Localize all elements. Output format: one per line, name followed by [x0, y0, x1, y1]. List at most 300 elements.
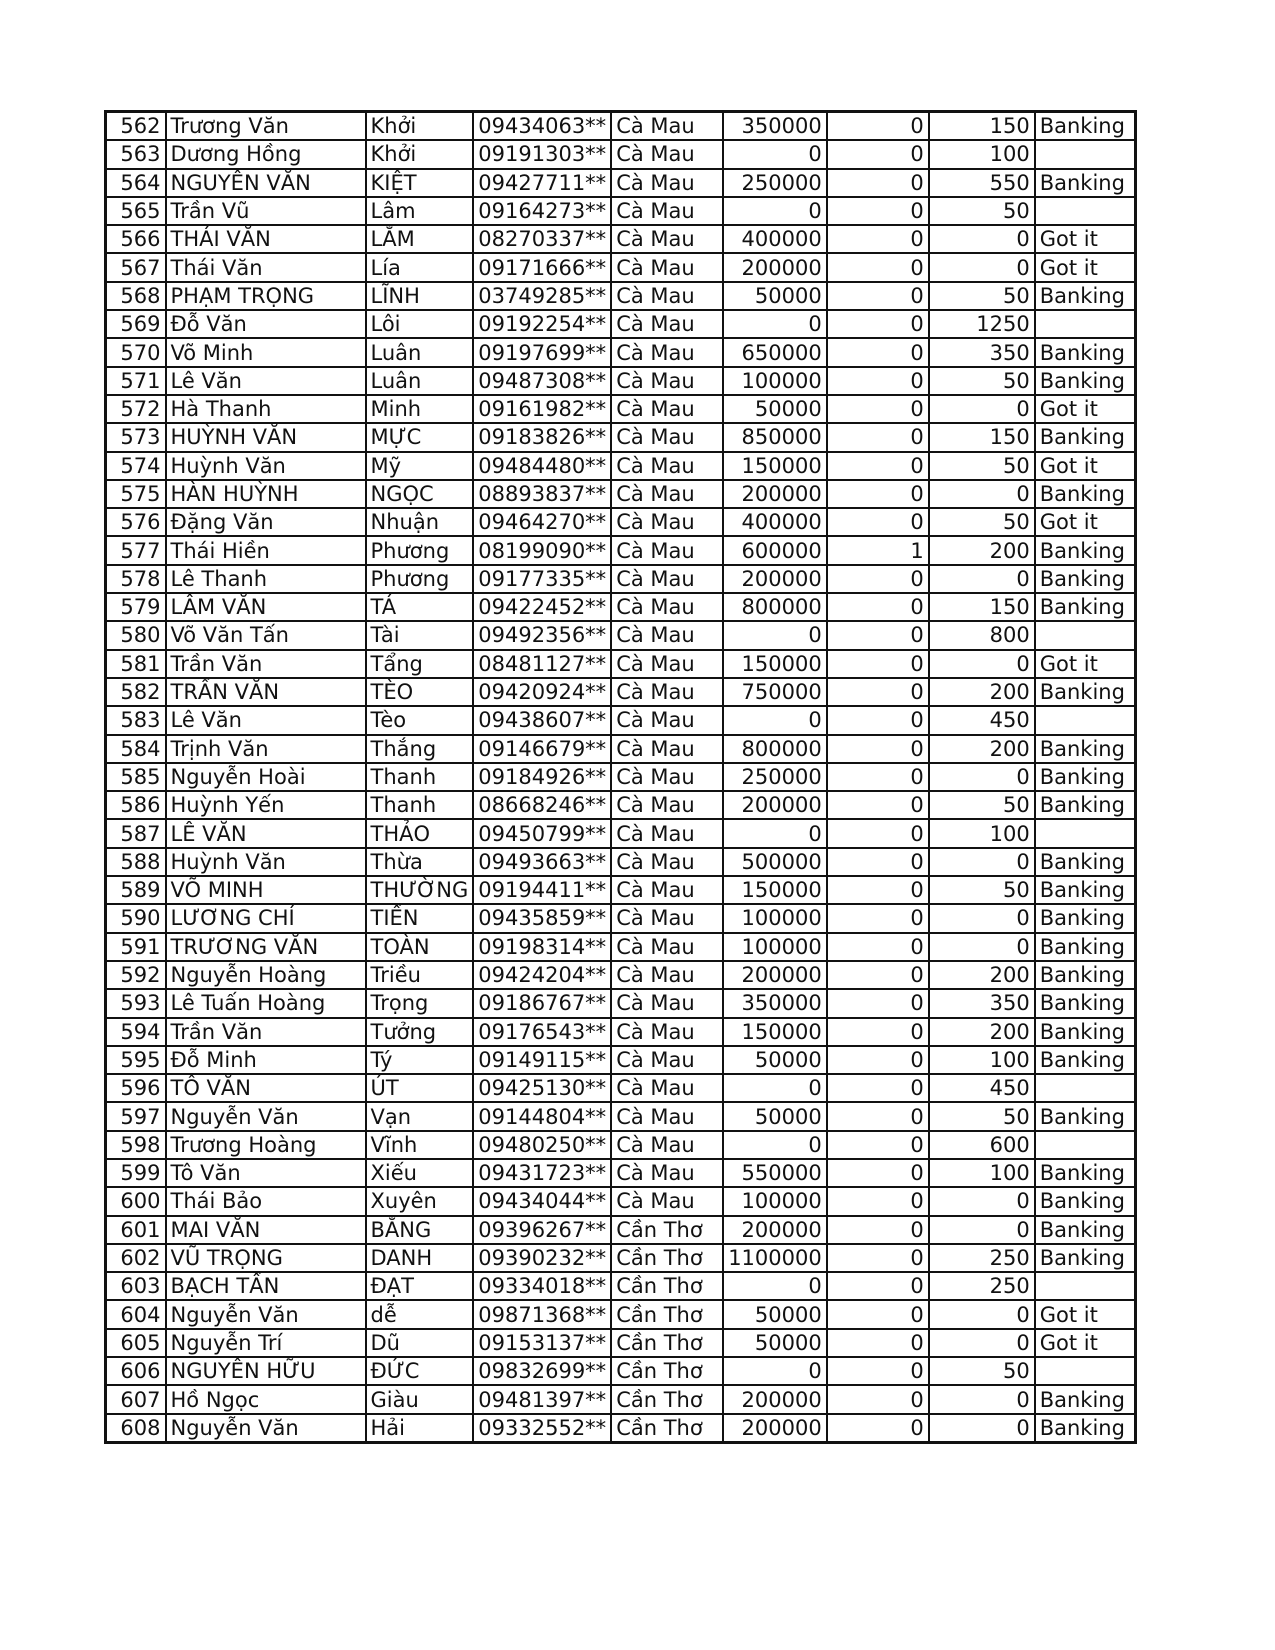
- surname-cell: Lê Văn: [166, 367, 366, 395]
- table-row: [106, 961, 1136, 989]
- amount-cell: 100000: [723, 1187, 827, 1215]
- method-cell: Banking: [1035, 1046, 1136, 1074]
- row-number: 576: [106, 508, 166, 536]
- column7-cell: 0: [827, 565, 929, 593]
- column8-cell: 250: [929, 1272, 1035, 1300]
- row-number: 604: [106, 1300, 166, 1328]
- surname-cell: Trịnh Văn: [166, 735, 366, 763]
- surname-cell: Trương Văn: [166, 112, 366, 141]
- table-row: [106, 593, 1136, 621]
- phone-cell: 09832699**: [473, 1357, 611, 1385]
- province-cell: Cà Mau: [611, 452, 723, 480]
- province-cell: Cần Thơ: [611, 1216, 723, 1244]
- table-row: [106, 819, 1136, 847]
- column8-cell: 50: [929, 1102, 1035, 1130]
- method-cell: Got it: [1035, 225, 1136, 253]
- province-cell: Cà Mau: [611, 706, 723, 734]
- column8-cell: 50: [929, 197, 1035, 225]
- column8-cell: 50: [929, 508, 1035, 536]
- column7-cell: 0: [827, 1414, 929, 1443]
- given-name-cell: Lâm: [366, 197, 474, 225]
- surname-cell: NGUYỄN VĂN: [166, 169, 366, 197]
- column8-cell: 100: [929, 140, 1035, 168]
- given-name-cell: KIỆT: [366, 169, 474, 197]
- table-row: [106, 367, 1136, 395]
- row-number: 585: [106, 763, 166, 791]
- amount-cell: 100000: [723, 367, 827, 395]
- row-number: 582: [106, 678, 166, 706]
- given-name-cell: Khởi: [366, 112, 474, 141]
- amount-cell: 0: [723, 1272, 827, 1300]
- column8-cell: 50: [929, 791, 1035, 819]
- row-number: 571: [106, 367, 166, 395]
- given-name-cell: Vĩnh: [366, 1131, 474, 1159]
- method-cell: Banking: [1035, 1159, 1136, 1187]
- table-row: [106, 565, 1136, 593]
- method-cell: [1035, 310, 1136, 338]
- province-cell: Cần Thơ: [611, 1329, 723, 1357]
- province-cell: Cà Mau: [611, 282, 723, 310]
- amount-cell: 200000: [723, 253, 827, 281]
- table-row: [106, 989, 1136, 1017]
- column8-cell: 0: [929, 1329, 1035, 1357]
- column7-cell: 0: [827, 338, 929, 366]
- method-cell: [1035, 621, 1136, 649]
- column7-cell: 0: [827, 452, 929, 480]
- method-cell: Banking: [1035, 763, 1136, 791]
- phone-cell: 09434044**: [473, 1187, 611, 1215]
- method-cell: [1035, 1131, 1136, 1159]
- phone-cell: 09177335**: [473, 565, 611, 593]
- row-number: 590: [106, 904, 166, 932]
- surname-cell: Huỳnh Văn: [166, 452, 366, 480]
- table-row: [106, 225, 1136, 253]
- row-number: 564: [106, 169, 166, 197]
- phone-cell: 09425130**: [473, 1074, 611, 1102]
- surname-cell: Thái Bảo: [166, 1187, 366, 1215]
- row-number: 573: [106, 423, 166, 451]
- method-cell: [1035, 197, 1136, 225]
- surname-cell: Nguyễn Văn: [166, 1300, 366, 1328]
- amount-cell: 0: [723, 140, 827, 168]
- province-cell: Cà Mau: [611, 310, 723, 338]
- row-number: 600: [106, 1187, 166, 1215]
- method-cell: Banking: [1035, 480, 1136, 508]
- method-cell: Banking: [1035, 1102, 1136, 1130]
- given-name-cell: Tý: [366, 1046, 474, 1074]
- given-name-cell: TOÀN: [366, 933, 474, 961]
- row-number: 607: [106, 1385, 166, 1413]
- column7-cell: 0: [827, 310, 929, 338]
- table-row: [106, 395, 1136, 423]
- phone-cell: 09192254**: [473, 310, 611, 338]
- province-cell: Cà Mau: [611, 791, 723, 819]
- surname-cell: Đặng Văn: [166, 508, 366, 536]
- phone-cell: 09487308**: [473, 367, 611, 395]
- row-number: 603: [106, 1272, 166, 1300]
- province-cell: Cà Mau: [611, 876, 723, 904]
- phone-cell: 09484480**: [473, 452, 611, 480]
- surname-cell: VŨ TRỌNG: [166, 1244, 366, 1272]
- province-cell: Cà Mau: [611, 1159, 723, 1187]
- method-cell: Banking: [1035, 1414, 1136, 1443]
- given-name-cell: BẰNG: [366, 1216, 474, 1244]
- table-row: [106, 1216, 1136, 1244]
- phone-cell: 09144804**: [473, 1102, 611, 1130]
- method-cell: Banking: [1035, 1244, 1136, 1272]
- amount-cell: 0: [723, 310, 827, 338]
- amount-cell: 550000: [723, 1159, 827, 1187]
- province-cell: Cà Mau: [611, 678, 723, 706]
- phone-cell: 09176543**: [473, 1018, 611, 1046]
- amount-cell: 50000: [723, 1102, 827, 1130]
- phone-cell: 09186767**: [473, 989, 611, 1017]
- province-cell: Cà Mau: [611, 140, 723, 168]
- amount-cell: 200000: [723, 1414, 827, 1443]
- given-name-cell: Thừa: [366, 848, 474, 876]
- column8-cell: 0: [929, 565, 1035, 593]
- given-name-cell: Nhuận: [366, 508, 474, 536]
- table-row: [106, 1357, 1136, 1385]
- given-name-cell: Phương: [366, 565, 474, 593]
- row-number: 596: [106, 1074, 166, 1102]
- column8-cell: 0: [929, 933, 1035, 961]
- province-cell: Cà Mau: [611, 763, 723, 791]
- province-cell: Cà Mau: [611, 197, 723, 225]
- province-cell: Cà Mau: [611, 961, 723, 989]
- column7-cell: 0: [827, 1187, 929, 1215]
- given-name-cell: Khởi: [366, 140, 474, 168]
- amount-cell: 200000: [723, 1216, 827, 1244]
- method-cell: Banking: [1035, 1187, 1136, 1215]
- row-number: 598: [106, 1131, 166, 1159]
- table-row: [106, 169, 1136, 197]
- row-number: 606: [106, 1357, 166, 1385]
- column8-cell: 0: [929, 480, 1035, 508]
- row-number: 562: [106, 112, 166, 141]
- table-row: [106, 1244, 1136, 1272]
- given-name-cell: Tèo: [366, 706, 474, 734]
- column8-cell: 0: [929, 904, 1035, 932]
- table-row: [106, 1272, 1136, 1300]
- given-name-cell: DANH: [366, 1244, 474, 1272]
- amount-cell: 350000: [723, 112, 827, 141]
- row-number: 569: [106, 310, 166, 338]
- method-cell: Banking: [1035, 423, 1136, 451]
- province-cell: Cà Mau: [611, 169, 723, 197]
- amount-cell: 0: [723, 819, 827, 847]
- table-row: [106, 423, 1136, 451]
- row-number: 595: [106, 1046, 166, 1074]
- table-row: [106, 310, 1136, 338]
- method-cell: Got it: [1035, 1329, 1136, 1357]
- phone-cell: 09183826**: [473, 423, 611, 451]
- method-cell: [1035, 1074, 1136, 1102]
- table-row: [106, 706, 1136, 734]
- row-number: 589: [106, 876, 166, 904]
- given-name-cell: Xiếu: [366, 1159, 474, 1187]
- row-number: 592: [106, 961, 166, 989]
- phone-cell: 09184926**: [473, 763, 611, 791]
- given-name-cell: Luân: [366, 338, 474, 366]
- method-cell: Got it: [1035, 508, 1136, 536]
- amount-cell: 50000: [723, 1046, 827, 1074]
- phone-cell: 09161982**: [473, 395, 611, 423]
- amount-cell: 100000: [723, 933, 827, 961]
- amount-cell: 50000: [723, 282, 827, 310]
- method-cell: Got it: [1035, 452, 1136, 480]
- amount-cell: 400000: [723, 225, 827, 253]
- data-table-page: [104, 110, 1137, 1444]
- column7-cell: 0: [827, 1244, 929, 1272]
- amount-cell: 0: [723, 621, 827, 649]
- column8-cell: 0: [929, 1385, 1035, 1413]
- given-name-cell: Triều: [366, 961, 474, 989]
- column8-cell: 150: [929, 423, 1035, 451]
- column7-cell: 0: [827, 848, 929, 876]
- column8-cell: 50: [929, 282, 1035, 310]
- phone-cell: 09481397**: [473, 1385, 611, 1413]
- amount-cell: 500000: [723, 848, 827, 876]
- row-number: 580: [106, 621, 166, 649]
- given-name-cell: Lía: [366, 253, 474, 281]
- province-cell: Cà Mau: [611, 1018, 723, 1046]
- column8-cell: 0: [929, 253, 1035, 281]
- row-number: 572: [106, 395, 166, 423]
- method-cell: Banking: [1035, 1385, 1136, 1413]
- given-name-cell: NGỌC: [366, 480, 474, 508]
- surname-cell: Trần Văn: [166, 1018, 366, 1046]
- table-row: [106, 1385, 1136, 1413]
- column7-cell: 0: [827, 423, 929, 451]
- phone-cell: 09396267**: [473, 1216, 611, 1244]
- amount-cell: 50000: [723, 395, 827, 423]
- amount-cell: 200000: [723, 1385, 827, 1413]
- table-row: [106, 112, 1136, 141]
- amount-cell: 150000: [723, 650, 827, 678]
- table-row: [106, 1131, 1136, 1159]
- table-row: [106, 735, 1136, 763]
- phone-cell: 09197699**: [473, 338, 611, 366]
- given-name-cell: Giàu: [366, 1385, 474, 1413]
- phone-cell: 09171666**: [473, 253, 611, 281]
- surname-cell: Huỳnh Yến: [166, 791, 366, 819]
- column8-cell: 250: [929, 1244, 1035, 1272]
- row-number: 563: [106, 140, 166, 168]
- method-cell: Banking: [1035, 678, 1136, 706]
- given-name-cell: Dũ: [366, 1329, 474, 1357]
- column8-cell: 0: [929, 1187, 1035, 1215]
- given-name-cell: LẮM: [366, 225, 474, 253]
- column8-cell: 350: [929, 989, 1035, 1017]
- amount-cell: 600000: [723, 536, 827, 564]
- table-row: [106, 338, 1136, 366]
- surname-cell: LƯƠNG CHÍ: [166, 904, 366, 932]
- column7-cell: 0: [827, 904, 929, 932]
- column7-cell: 0: [827, 763, 929, 791]
- row-number: 608: [106, 1414, 166, 1443]
- column7-cell: 0: [827, 1329, 929, 1357]
- column8-cell: 0: [929, 225, 1035, 253]
- surname-cell: THÁI VĂN: [166, 225, 366, 253]
- column8-cell: 0: [929, 650, 1035, 678]
- row-number: 581: [106, 650, 166, 678]
- phone-cell: 09332552**: [473, 1414, 611, 1443]
- column7-cell: 0: [827, 593, 929, 621]
- column8-cell: 0: [929, 395, 1035, 423]
- table-row: [106, 282, 1136, 310]
- row-number: 575: [106, 480, 166, 508]
- phone-cell: 08270337**: [473, 225, 611, 253]
- column8-cell: 200: [929, 536, 1035, 564]
- amount-cell: 200000: [723, 480, 827, 508]
- surname-cell: TRẦN VĂN: [166, 678, 366, 706]
- phone-cell: 09420924**: [473, 678, 611, 706]
- table-row: [106, 508, 1136, 536]
- table-row: [106, 1187, 1136, 1215]
- column7-cell: 0: [827, 1357, 929, 1385]
- phone-cell: 09480250**: [473, 1131, 611, 1159]
- row-number: 583: [106, 706, 166, 734]
- given-name-cell: Mỹ: [366, 452, 474, 480]
- column8-cell: 0: [929, 1414, 1035, 1443]
- given-name-cell: Thanh: [366, 791, 474, 819]
- surname-cell: TRƯƠNG VĂN: [166, 933, 366, 961]
- column8-cell: 800: [929, 621, 1035, 649]
- column8-cell: 200: [929, 1018, 1035, 1046]
- given-name-cell: LĨNH: [366, 282, 474, 310]
- row-number: 594: [106, 1018, 166, 1046]
- given-name-cell: TIẾN: [366, 904, 474, 932]
- surname-cell: TÔ VĂN: [166, 1074, 366, 1102]
- province-cell: Cà Mau: [611, 1046, 723, 1074]
- phone-cell: 09450799**: [473, 819, 611, 847]
- province-cell: Cà Mau: [611, 480, 723, 508]
- given-name-cell: ÚT: [366, 1074, 474, 1102]
- row-number: 593: [106, 989, 166, 1017]
- phone-cell: 09438607**: [473, 706, 611, 734]
- row-number: 570: [106, 338, 166, 366]
- column7-cell: 0: [827, 1272, 929, 1300]
- surname-cell: Đỗ Văn: [166, 310, 366, 338]
- column7-cell: 0: [827, 961, 929, 989]
- province-cell: Cà Mau: [611, 735, 723, 763]
- amount-cell: 0: [723, 1357, 827, 1385]
- table-row: [106, 848, 1136, 876]
- province-cell: Cần Thơ: [611, 1357, 723, 1385]
- amount-cell: 0: [723, 1074, 827, 1102]
- column7-cell: 0: [827, 1102, 929, 1130]
- table-row: [106, 650, 1136, 678]
- phone-cell: 09334018**: [473, 1272, 611, 1300]
- given-name-cell: Thắng: [366, 735, 474, 763]
- method-cell: Banking: [1035, 536, 1136, 564]
- given-name-cell: Lôi: [366, 310, 474, 338]
- given-name-cell: TÈO: [366, 678, 474, 706]
- phone-cell: 09198314**: [473, 933, 611, 961]
- column7-cell: 0: [827, 819, 929, 847]
- phone-cell: 09149115**: [473, 1046, 611, 1074]
- row-number: 586: [106, 791, 166, 819]
- surname-cell: Nguyễn Văn: [166, 1102, 366, 1130]
- column8-cell: 0: [929, 848, 1035, 876]
- given-name-cell: TÁ: [366, 593, 474, 621]
- amount-cell: 50000: [723, 1300, 827, 1328]
- province-cell: Cà Mau: [611, 1131, 723, 1159]
- table-row: [106, 1329, 1136, 1357]
- method-cell: Banking: [1035, 933, 1136, 961]
- table-row: [106, 1159, 1136, 1187]
- amount-cell: 750000: [723, 678, 827, 706]
- province-cell: Cà Mau: [611, 1102, 723, 1130]
- table-row: [106, 933, 1136, 961]
- surname-cell: LÊ VĂN: [166, 819, 366, 847]
- column8-cell: 350: [929, 338, 1035, 366]
- surname-cell: Hà Thanh: [166, 395, 366, 423]
- phone-cell: 09146679**: [473, 735, 611, 763]
- column8-cell: 200: [929, 678, 1035, 706]
- surname-cell: Thái Hiền: [166, 536, 366, 564]
- column7-cell: 1: [827, 536, 929, 564]
- province-cell: Cà Mau: [611, 536, 723, 564]
- method-cell: Banking: [1035, 791, 1136, 819]
- province-cell: Cà Mau: [611, 848, 723, 876]
- province-cell: Cà Mau: [611, 338, 723, 366]
- column7-cell: 0: [827, 989, 929, 1017]
- column7-cell: 0: [827, 140, 929, 168]
- method-cell: Banking: [1035, 367, 1136, 395]
- column8-cell: 200: [929, 961, 1035, 989]
- amount-cell: 800000: [723, 593, 827, 621]
- surname-cell: Đỗ Minh: [166, 1046, 366, 1074]
- column8-cell: 50: [929, 876, 1035, 904]
- column7-cell: 0: [827, 480, 929, 508]
- phone-cell: 09464270**: [473, 508, 611, 536]
- column7-cell: 0: [827, 1131, 929, 1159]
- row-number: 574: [106, 452, 166, 480]
- column8-cell: 450: [929, 706, 1035, 734]
- amount-cell: 250000: [723, 169, 827, 197]
- amount-cell: 0: [723, 197, 827, 225]
- row-number: 591: [106, 933, 166, 961]
- method-cell: Banking: [1035, 112, 1136, 141]
- phone-cell: 09435859**: [473, 904, 611, 932]
- method-cell: Banking: [1035, 735, 1136, 763]
- amount-cell: 150000: [723, 1018, 827, 1046]
- row-number: 601: [106, 1216, 166, 1244]
- table-row: [106, 791, 1136, 819]
- given-name-cell: dễ: [366, 1300, 474, 1328]
- method-cell: Banking: [1035, 848, 1136, 876]
- phone-cell: 09194411**: [473, 876, 611, 904]
- amount-cell: 100000: [723, 904, 827, 932]
- method-cell: Got it: [1035, 253, 1136, 281]
- phone-cell: 09871368**: [473, 1300, 611, 1328]
- column7-cell: 0: [827, 1159, 929, 1187]
- table-row: [106, 480, 1136, 508]
- province-cell: Cà Mau: [611, 225, 723, 253]
- province-cell: Cà Mau: [611, 1187, 723, 1215]
- table-row: [106, 197, 1136, 225]
- method-cell: Banking: [1035, 1216, 1136, 1244]
- given-name-cell: Xuyên: [366, 1187, 474, 1215]
- given-name-cell: MỰC: [366, 423, 474, 451]
- given-name-cell: Luân: [366, 367, 474, 395]
- column7-cell: 0: [827, 791, 929, 819]
- column7-cell: 0: [827, 197, 929, 225]
- column7-cell: 0: [827, 169, 929, 197]
- table-row: [106, 1102, 1136, 1130]
